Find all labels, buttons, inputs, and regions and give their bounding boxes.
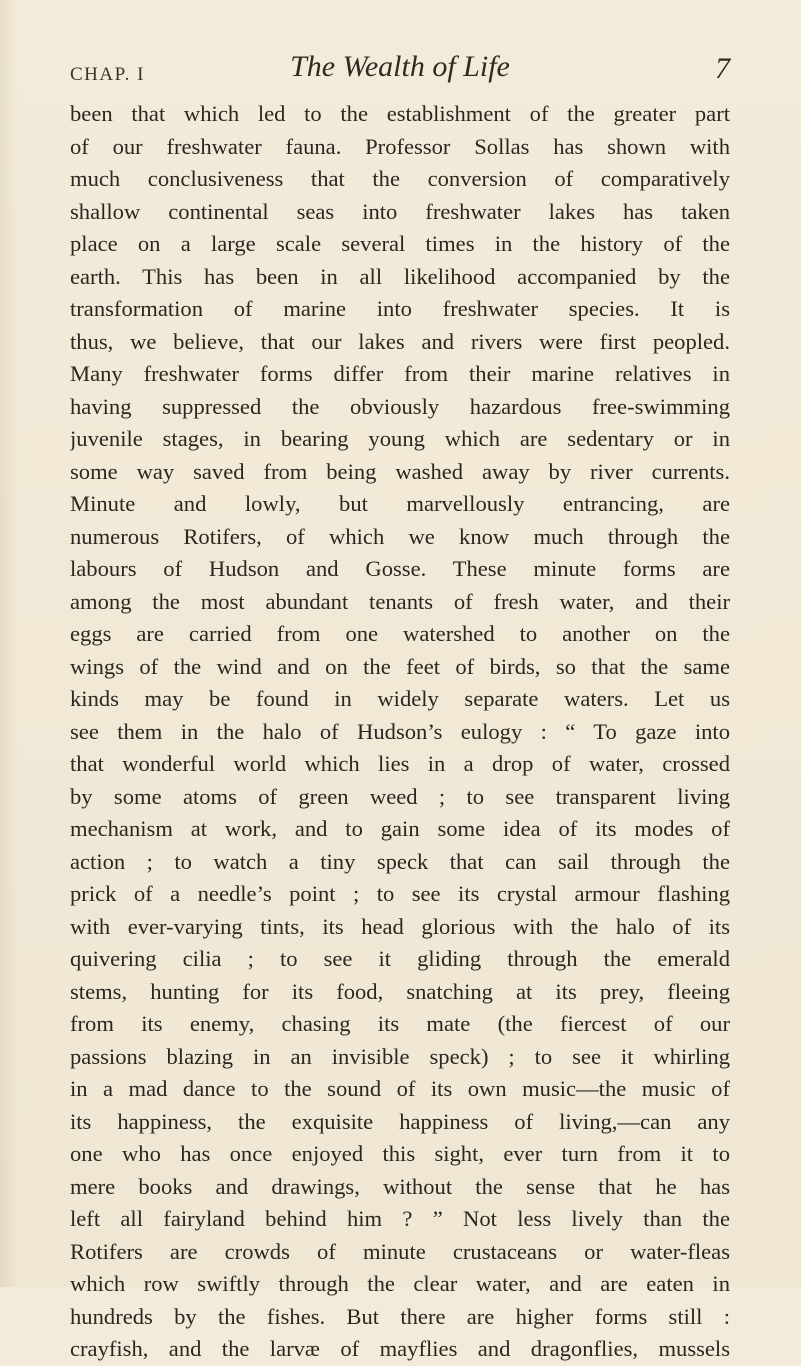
- text-line: mere books and drawings, without the sense that he has: [70, 1173, 730, 1199]
- text-line: kinds may be found in widely separate waters. Let us: [70, 686, 730, 711]
- text-line: numerous Rotifers, of which we know much through the: [70, 523, 730, 549]
- text-line: passions blazing in an invisible speck) ; to see it whirling: [70, 1043, 730, 1069]
- text-line: that wonderful world which lies in a drop of water, crossed: [70, 751, 730, 776]
- text-line: place on a large scale several times in the history of the: [70, 231, 730, 256]
- text-line: thus, we believe, that our lakes and rivers were first peopled.: [70, 328, 730, 354]
- text-line: left all fairyland behind him ? ” Not less lively than the: [70, 1206, 730, 1231]
- text-line: quivering cilia ; to see it gliding through the emerald: [70, 946, 730, 971]
- text-line: shallow continental seas into freshwater lakes has taken: [70, 198, 730, 224]
- text-line: its happiness, the exquisite happiness of living,—can any: [70, 1108, 730, 1134]
- text-line: much conclusiveness that the conversion of comparatively: [70, 166, 730, 191]
- text-line: wings of the wind and on the feet of birds, so that the same: [70, 653, 730, 679]
- text-line: some way saved from being washed away by river currents.: [70, 458, 730, 484]
- running-head: [70, 46, 730, 86]
- text-line: prick of a needle’s point ; to see its crystal armour flashing: [70, 881, 730, 906]
- text-line: in a mad dance to the sound of its own music—the music of: [70, 1076, 730, 1101]
- text-line: transformation of marine into freshwater species. It is: [70, 296, 730, 321]
- text-line: eggs are carried from one watershed to another on the: [70, 621, 730, 646]
- text-line: Many freshwater forms differ from their marine relatives in: [70, 361, 730, 386]
- text-line: labours of Hudson and Gosse. These minute forms are: [70, 556, 730, 581]
- text-line: having suppressed the obviously hazardous free-swimming: [70, 393, 730, 419]
- book-title: The Wealth of Life: [290, 50, 510, 83]
- text-line: hundreds by the fishes. But there are higher forms still :: [70, 1303, 730, 1329]
- page-number: 7: [715, 52, 730, 85]
- text-line: juvenile stages, in bearing young which are sedentary or in: [70, 426, 730, 451]
- text-line: Rotifers are crowds of minute crustaceans or water-fleas: [70, 1238, 730, 1264]
- text-line: which row swiftly through the clear water, and are eaten in: [70, 1271, 730, 1296]
- text-line: action ; to watch a tiny speck that can sail through the: [70, 848, 730, 874]
- body-text: [70, 98, 730, 1366]
- text-line: from its enemy, chasing its mate (the fiercest of our: [70, 1011, 730, 1036]
- text-line: mechanism at work, and to gain some idea of its modes of: [70, 816, 730, 841]
- text-line: with ever-varying tints, its head glorious with the halo of its: [70, 913, 730, 939]
- text-line: see them in the halo of Hudson’s eulogy : “ To gaze into: [70, 718, 730, 744]
- text-line: crayfish, and the larvæ of mayflies and dragonflies, mussels: [70, 1336, 730, 1361]
- text-line: been that which led to the establishment of the greater part: [70, 101, 730, 126]
- text-line: among the most abundant tenants of fresh water, and their: [70, 588, 730, 614]
- text-line: by some atoms of green weed ; to see transparent living: [70, 783, 730, 809]
- chapter-label: CHAP. I: [70, 64, 145, 85]
- text-line: Minute and lowly, but marvellously entrancing, are: [70, 491, 730, 516]
- text-line: of our freshwater fauna. Professor Sollas has shown with: [70, 133, 730, 159]
- text-line: one who has once enjoyed this sight, ever turn from it to: [70, 1141, 730, 1166]
- text-line: earth. This has been in all likelihood accompanied by the: [70, 263, 730, 289]
- text-line: stems, hunting for its food, snatching at its prey, fleeing: [70, 978, 730, 1004]
